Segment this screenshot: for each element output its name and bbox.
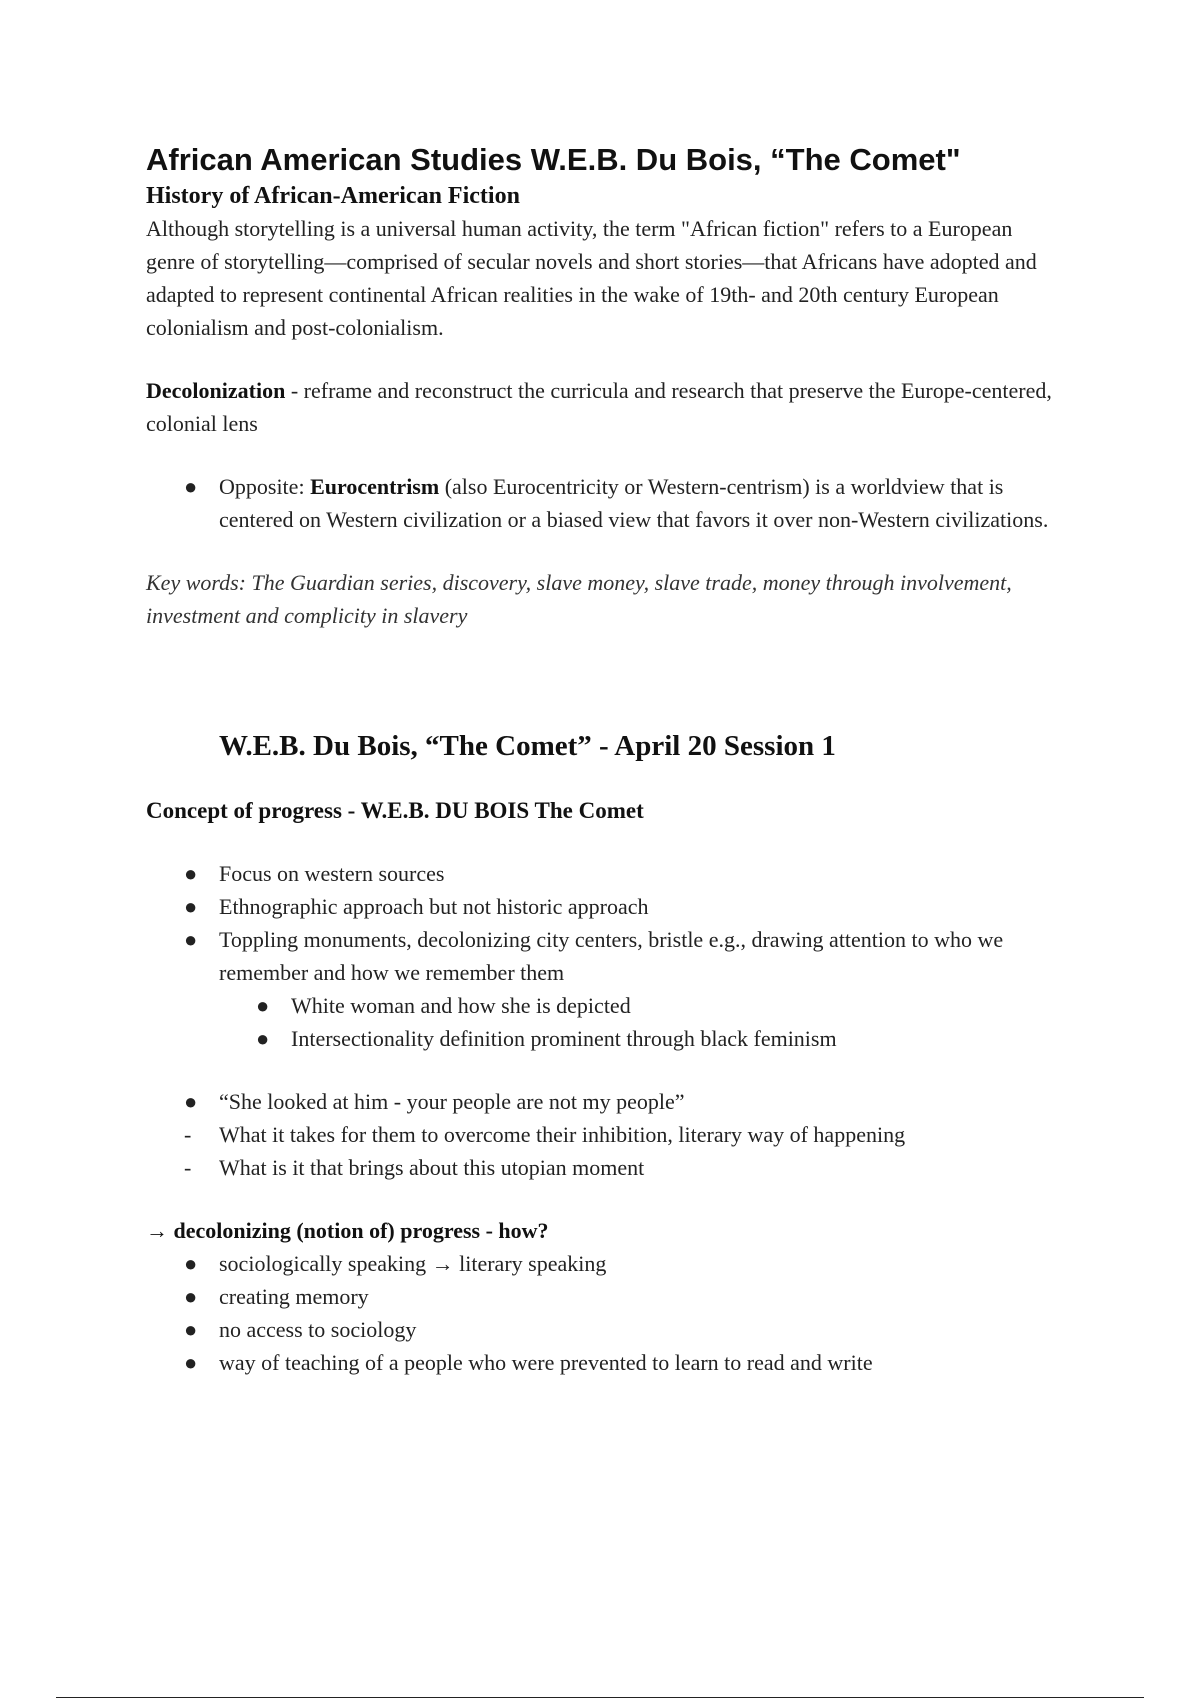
bullet-marker: ● [184,1284,198,1309]
list-item-text: Ethnographic approach but not historic approach [219,894,649,919]
decolonization-text: - reframe and reconstruct the curricula and research that preserve the Europe-centered, colonial lens [146,378,1052,436]
list-item [184,857,1066,890]
decolonization-definition [146,374,1066,440]
list-item [184,470,1066,536]
list-item-text: What it takes for them to overcome their inhibition, literary way of happening [219,1122,906,1147]
bullet-marker: ● [184,1350,198,1375]
list-item-text: no access to sociology [219,1317,417,1342]
opposite-rest: (also Eurocentricity or Western-centrism) is a worldview that is centered on Western civilization or a biased view that favors it over non-Western civilizations. [219,474,1049,532]
bullet-marker: ● [256,1026,270,1051]
bullet-marker: ● [256,993,270,1018]
decolonization-term: Decolonization [146,378,286,403]
opposite-list [146,470,1066,536]
nested-list [146,989,1066,1055]
concept-list [146,857,1066,989]
session-title: W.E.B. Du Bois, “The Comet” - April 20 Session 1 [219,730,836,762]
list-item-text: way of teaching of a people who were prevented to learn to read and write [219,1350,873,1375]
dash-marker: - [184,1155,192,1180]
bullet-marker: ● [184,1317,198,1342]
document-page [146,140,1066,1379]
bullet-marker: ● [184,1089,198,1114]
list-item-text: Intersectionality definition prominent through black feminism [291,1026,837,1051]
list-item [184,1313,1066,1346]
progress-heading: → decolonizing (notion of) progress - how? [146,1218,549,1243]
list-item-text: What is it that brings about this utopian moment [219,1155,645,1180]
bullet-marker: ● [184,927,198,952]
list-item [184,1118,1066,1151]
document-title: African American Studies W.E.B. Du Bois, “The Comet" [146,142,961,177]
quote-list [146,1085,1066,1184]
list-item [184,1247,1066,1280]
list-item [256,989,1066,1022]
list-item-text: creating memory [219,1284,369,1309]
bullet-marker: ● [184,861,198,886]
bullet-marker: ● [184,474,198,499]
bullet-marker: ● [184,1251,198,1276]
list-item [184,890,1066,923]
list-item [184,923,1066,989]
list-item [184,1151,1066,1184]
dash-marker: - [184,1122,192,1147]
list-item-text: Toppling monuments, decolonizing city centers, bristle e.g., drawing attention to who we remember and how we remember them [219,927,1004,985]
concept-heading: Concept of progress - W.E.B. DU BOIS The Comet [146,798,644,823]
list-item-text: White woman and how she is depicted [291,993,631,1018]
bullet-marker: ● [184,894,198,919]
list-item [256,1022,1066,1055]
list-item [184,1085,1066,1118]
opposite-prefix: Opposite: [219,474,311,499]
eurocentrism-term: Eurocentrism [310,474,440,499]
list-item-text: sociologically speaking → literary speaking [219,1251,607,1276]
list-item-text: “She looked at him - your people are not my people” [219,1089,685,1114]
key-words: Key words: The Guardian series, discovery, slave money, slave trade, money through involvement, investment and complicity in slavery [146,570,1012,628]
progress-list [146,1247,1066,1379]
list-item [184,1280,1066,1313]
list-item-text: Focus on western sources [219,861,445,886]
list-item [184,1346,1066,1379]
history-paragraph: Although storytelling is a universal human activity, the term "African fiction" refers to a European genre of storytelling—comprised of secular novels and short stories—that Africans have adopted and adapted to represent continental African realities in the wake of 19th- and 20th century European colonialism and post-colonialism. [146,216,1037,340]
page-bottom-rule [56,1697,1144,1698]
history-heading: History of African-American Fiction [146,183,520,209]
